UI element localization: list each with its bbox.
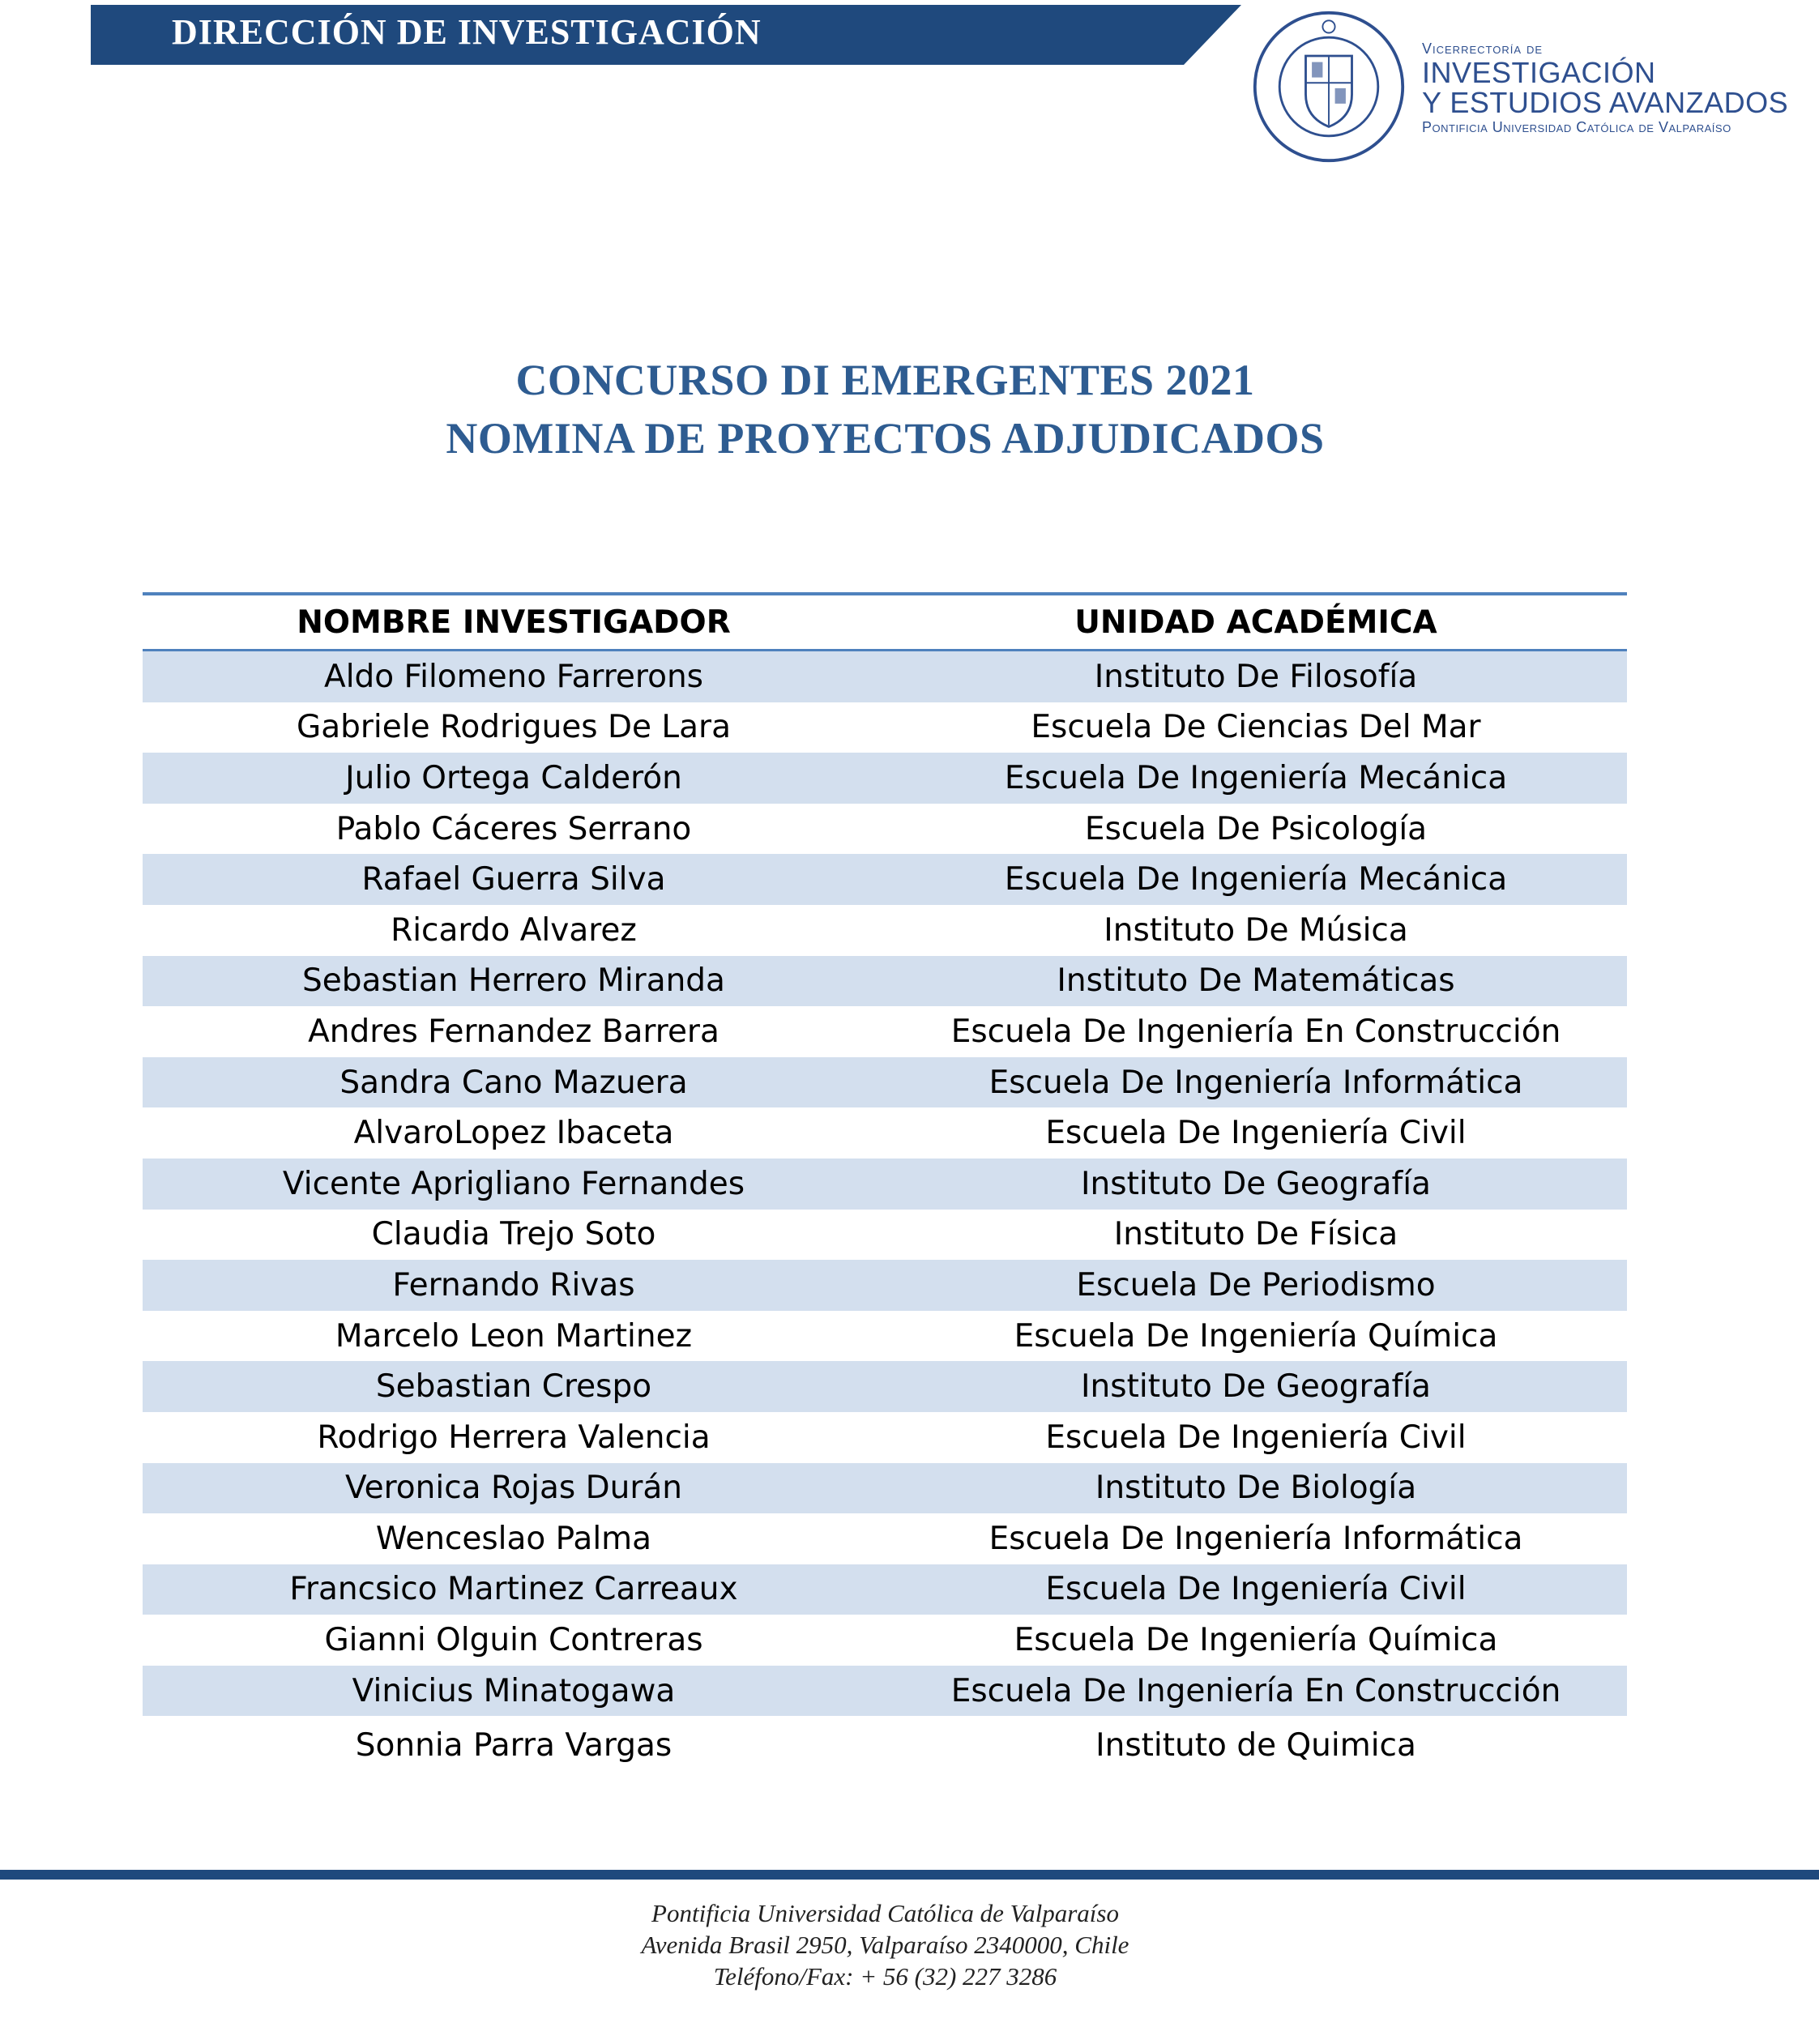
cell-investigador: Gabriele Rodrigues De Lara <box>297 709 731 746</box>
cell-investigador: Sebastian Crespo <box>375 1368 652 1406</box>
table-row <box>143 1412 1627 1463</box>
cell-unidad: Escuela De Ingeniería Mecánica <box>1004 759 1508 796</box>
cell-investigador: Veronica Rojas Durán <box>344 1470 683 1507</box>
table-row <box>143 1057 1627 1108</box>
cell-investigador: Claudia Trejo Soto <box>371 1216 656 1253</box>
projects-table <box>143 592 1627 1774</box>
cell-unidad: Escuela De Psicología <box>1084 810 1428 847</box>
cell-unidad: Escuela De Ingeniería Informática <box>988 1520 1523 1557</box>
table-row <box>143 1564 1627 1615</box>
cell-unidad: Escuela De Ingeniería Informática <box>988 1064 1523 1101</box>
cell-investigador: Julio Ortega Calderón <box>345 759 682 796</box>
cell-investigador: AlvaroLopez Ibaceta <box>353 1115 674 1152</box>
cell-investigador: Rodrigo Herrera Valencia <box>317 1419 711 1456</box>
cell-unidad: Instituto de Quimica <box>1095 1726 1416 1764</box>
vice-line-2: INVESTIGACIÓN <box>1422 56 1656 89</box>
cell-investigador: Francsico Martinez Carreaux <box>289 1571 738 1608</box>
table-row <box>143 1311 1627 1362</box>
cell-investigador: Vinicius Minatogawa <box>352 1672 676 1709</box>
table-row <box>143 702 1627 753</box>
cell-unidad: Instituto De Matemáticas <box>1057 962 1455 1000</box>
cell-investigador: Sonnia Parra Vargas <box>355 1726 673 1764</box>
cell-unidad: Instituto De Geografía <box>1081 1165 1431 1202</box>
cell-unidad: Instituto De Filosofía <box>1094 658 1418 695</box>
cell-unidad: Instituto De Biología <box>1095 1470 1417 1507</box>
vicerrectoria-logo-text <box>1422 41 1788 136</box>
footer-line-1: Pontificia Universidad Católica de Valparaíso <box>651 1899 1119 1927</box>
cell-unidad: Escuela De Ingeniería Mecánica <box>1004 861 1508 898</box>
page-title-line-1: CONCURSO DI EMERGENTES 2021 <box>515 356 1255 404</box>
table-row <box>143 1361 1627 1412</box>
cell-investigador: Gianni Olguin Contreras <box>324 1622 703 1659</box>
cell-investigador: Rafael Guerra Silva <box>361 861 666 898</box>
vice-line-1: Vicerrectoría de <box>1422 41 1544 57</box>
cell-unidad: Instituto De Geografía <box>1081 1368 1431 1406</box>
table-header <box>143 595 1627 651</box>
cell-unidad: Instituto De Física <box>1113 1216 1398 1253</box>
table-row <box>143 651 1627 702</box>
cell-investigador: Fernando Rivas <box>392 1266 635 1304</box>
table-row <box>143 854 1627 905</box>
cell-unidad: Escuela De Periodismo <box>1076 1266 1436 1304</box>
table-row <box>143 1107 1627 1159</box>
table-row <box>143 1210 1627 1261</box>
cell-investigador: Marcelo Leon Martinez <box>335 1317 693 1355</box>
vice-line-4: Pontificia Universidad Católica de Valparaíso <box>1422 119 1731 135</box>
cell-unidad: Escuela De Ingeniería Química <box>1014 1622 1498 1659</box>
footer-line-3: Teléfono/Fax: + 56 (32) 227 3286 <box>713 1962 1057 1991</box>
banner-title: DIRECCIÓN DE INVESTIGACIÓN <box>172 12 762 52</box>
cell-investigador: Wenceslao Palma <box>375 1520 652 1557</box>
cell-investigador: Andres Fernandez Barrera <box>308 1013 719 1050</box>
cell-unidad: Instituto De Música <box>1104 911 1408 949</box>
cell-investigador: Sandra Cano Mazuera <box>339 1064 688 1101</box>
cell-unidad: Escuela De Ingeniería Química <box>1014 1317 1498 1355</box>
table-row <box>143 1006 1627 1057</box>
cell-unidad: Escuela De Ciencias Del Mar <box>1031 709 1481 746</box>
cell-investigador: Pablo Cáceres Serrano <box>335 810 692 847</box>
cell-unidad: Escuela De Ingeniería Civil <box>1045 1115 1467 1152</box>
header-nombre: NOMBRE INVESTIGADOR <box>297 604 731 641</box>
table-row <box>143 1159 1627 1210</box>
table-row <box>143 1260 1627 1311</box>
table-row <box>143 1615 1627 1666</box>
page-title-line-2: NOMINA DE PROYECTOS ADJUDICADOS <box>446 414 1325 463</box>
cell-unidad: Escuela De Ingeniería En Construcción <box>950 1013 1561 1050</box>
cell-investigador: Sebastian Herrero Miranda <box>302 962 725 1000</box>
footer-line-2: Avenida Brasil 2950, Valparaíso 2340000, Chile <box>641 1931 1129 1959</box>
table-row <box>143 1666 1627 1717</box>
table-row <box>143 753 1627 804</box>
header-unidad: UNIDAD ACADÉMICA <box>1074 604 1437 641</box>
university-seal-icon <box>1252 10 1406 164</box>
cell-investigador: Vicente Aprigliano Fernandes <box>282 1165 745 1202</box>
vice-line-3: Y ESTUDIOS AVANZADOS <box>1422 86 1789 119</box>
table-body <box>143 651 1627 1774</box>
cell-unidad: Escuela De Ingeniería Civil <box>1045 1419 1467 1456</box>
cell-investigador: Aldo Filomeno Farrerons <box>324 658 703 695</box>
cell-unidad: Escuela De Ingeniería Civil <box>1045 1571 1467 1608</box>
table-row <box>143 956 1627 1007</box>
cell-investigador: Ricardo Alvarez <box>391 911 637 949</box>
table-row <box>143 905 1627 956</box>
table-row <box>143 1513 1627 1564</box>
cell-unidad: Escuela De Ingeniería En Construcción <box>950 1672 1561 1709</box>
table-row <box>143 804 1627 855</box>
table-row <box>143 1716 1627 1774</box>
footer-rule <box>0 1870 1819 1880</box>
table-row <box>143 1463 1627 1514</box>
